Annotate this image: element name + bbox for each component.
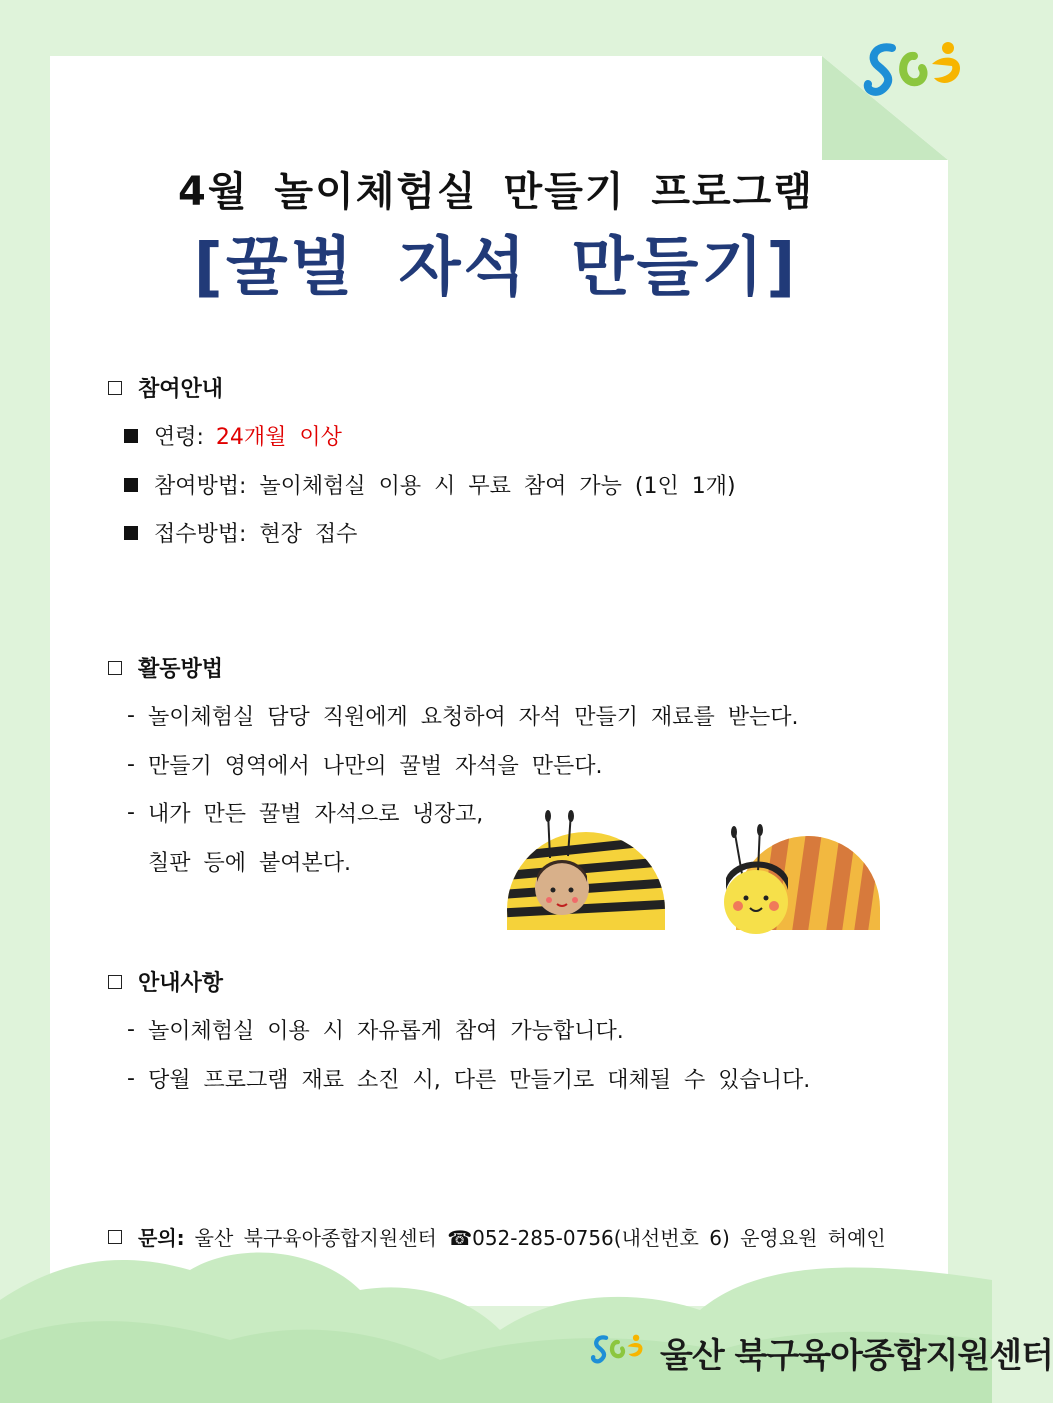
notice-text: 놀이체험실 이용 시 자유롭게 참여 가능합니다. xyxy=(148,1019,624,1044)
dash-bullet: - xyxy=(127,1066,135,1091)
step-text: 내가 만든 꿀벌 자석으로 냉장고, xyxy=(148,802,484,827)
reception-text: 접수방법: 현장 접수 xyxy=(154,522,358,547)
bullet-square-icon xyxy=(124,429,138,443)
section-heading: 활동방법 xyxy=(138,657,224,682)
program-subtitle: [꿀벌 자석 만들기] xyxy=(193,231,799,305)
checkbox-square-icon xyxy=(108,381,122,395)
bullet-square-icon xyxy=(124,526,138,540)
bee-magnet-striped-image xyxy=(505,810,667,932)
age-row xyxy=(124,420,342,451)
age-label: 연령: xyxy=(154,425,204,450)
section-heading: 참여안내 xyxy=(138,377,224,402)
step-text: 칠판 등에 붙여본다. xyxy=(148,851,351,876)
section-activity xyxy=(108,652,223,683)
contact-label: 문의: xyxy=(138,1226,185,1250)
age-value: 24개월 이상 xyxy=(215,425,342,450)
section-heading: 안내사항 xyxy=(138,971,224,996)
step-text: 만들기 영역에서 나만의 꿀벌 자석을 만든다. xyxy=(148,754,603,779)
section-notice xyxy=(108,966,223,997)
activity-step xyxy=(124,749,603,780)
section-participation xyxy=(108,372,223,403)
activity-step-continued xyxy=(148,846,351,877)
dash-bullet: - xyxy=(127,752,135,777)
checkbox-square-icon xyxy=(108,975,122,989)
bullet-square-icon xyxy=(124,478,138,492)
notice-item xyxy=(124,1014,624,1045)
center-logo-icon xyxy=(862,34,974,100)
checkbox-square-icon xyxy=(108,661,122,675)
activity-step xyxy=(124,700,799,731)
method-text: 참여방법: 놀이체험실 이용 시 무료 참여 가능 (1인 1개) xyxy=(154,474,736,499)
step-text: 놀이체험실 담당 직원에게 요청하여 자석 만들기 재료를 받는다. xyxy=(148,705,799,730)
program-title: 4월 놀이체험실 만들기 프로그램 xyxy=(178,169,814,215)
dash-bullet: - xyxy=(127,800,135,825)
dash-bullet: - xyxy=(127,1017,135,1042)
bee-magnet-orange-image xyxy=(716,818,882,932)
method-row xyxy=(124,469,736,500)
dash-bullet: - xyxy=(127,703,135,728)
contact-text: 울산 북구육아종합지원센터 ☎052-285-0756(내선번호 6) 운영요원 허예인 xyxy=(194,1226,886,1250)
notice-item xyxy=(124,1063,810,1094)
notice-text: 당월 프로그램 재료 소진 시, 다른 만들기로 대체될 수 있습니다. xyxy=(148,1068,811,1093)
activity-step xyxy=(124,797,483,828)
footer-logo-icon xyxy=(590,1320,650,1376)
footer-org-name: 울산 북구육아종합지원센터 xyxy=(660,1336,1053,1376)
reception-row xyxy=(124,517,357,548)
bottom-hills-decoration xyxy=(0,1240,992,1403)
